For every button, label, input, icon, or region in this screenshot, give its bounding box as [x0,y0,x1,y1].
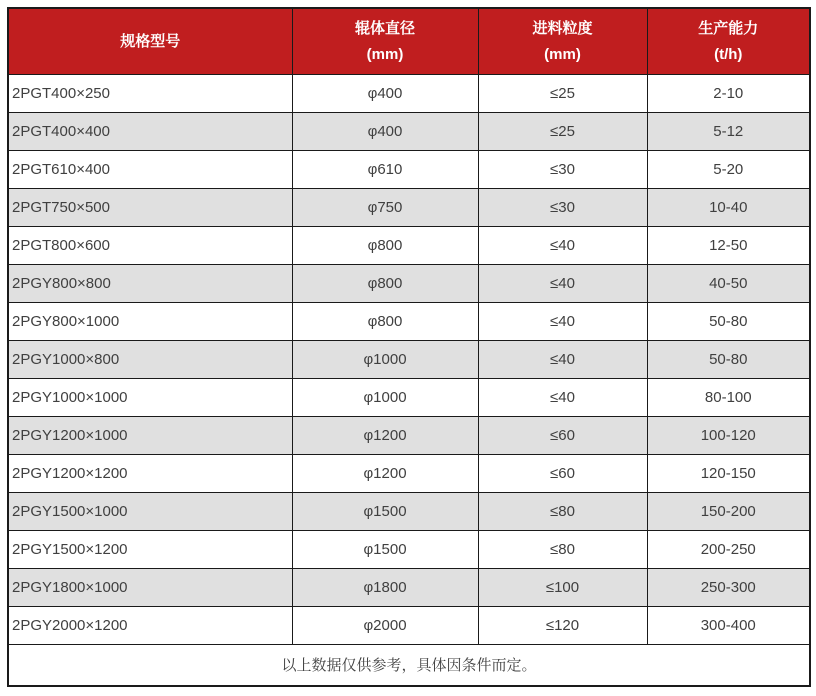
cell-value: ≤80 [478,530,647,568]
cell-model: 2PGY800×800 [8,264,292,302]
cell-value: ≤30 [478,188,647,226]
table-row [8,606,810,644]
cell-value: 250-300 [647,568,810,606]
cell-value: φ610 [292,150,478,188]
table-row [8,340,810,378]
cell-value: φ800 [292,302,478,340]
table-row [8,454,810,492]
table-row [8,492,810,530]
column-title: 辊体直径 [354,19,415,37]
column-header [292,8,478,74]
cell-value: 300-400 [647,606,810,644]
cell-model: 2PGY1200×1000 [8,416,292,454]
column-header [478,8,647,74]
cell-model: 2PGY2000×1200 [8,606,292,644]
column-title: 进料粒度 [532,19,593,37]
cell-value: φ400 [292,74,478,112]
column-title: 规格型号 [120,32,181,50]
table-row [8,112,810,150]
cell-value: 10-40 [647,188,810,226]
column-header [647,8,810,74]
cell-value: φ1500 [292,492,478,530]
cell-value: ≤60 [478,416,647,454]
column-unit: (mm) [366,45,404,63]
cell-value: ≤25 [478,112,647,150]
cell-value: φ1200 [292,454,478,492]
cell-value: 120-150 [647,454,810,492]
cell-value: 40-50 [647,264,810,302]
cell-model: 2PGY1200×1200 [8,454,292,492]
table-row [8,188,810,226]
table-row [8,416,810,454]
cell-value: 5-20 [647,150,810,188]
cell-model: 2PGY1000×800 [8,340,292,378]
cell-value: 100-120 [647,416,810,454]
cell-value: ≤40 [478,226,647,264]
cell-value: φ800 [292,264,478,302]
column-title: 生产能力 [698,19,759,37]
cell-value: ≤25 [478,74,647,112]
cell-value: φ1800 [292,568,478,606]
cell-value: ≤40 [478,378,647,416]
cell-model: 2PGY1500×1200 [8,530,292,568]
cell-value: 50-80 [647,302,810,340]
table-body [8,74,810,644]
cell-value: φ800 [292,226,478,264]
cell-value: φ2000 [292,606,478,644]
cell-value: φ1000 [292,378,478,416]
cell-model: 2PGT400×400 [8,112,292,150]
table-row [8,378,810,416]
table-row [8,150,810,188]
cell-model: 2PGY1000×1000 [8,378,292,416]
cell-value: ≤80 [478,492,647,530]
cell-value: φ1000 [292,340,478,378]
cell-value: ≤60 [478,454,647,492]
table-footnote: 以上数据仅供参考，具体因条件而定。 [8,644,810,686]
column-unit: (t/h) [714,45,743,63]
cell-model: 2PGY1500×1000 [8,492,292,530]
cell-value: ≤30 [478,150,647,188]
column-unit: (mm) [544,45,581,63]
cell-value: ≤40 [478,302,647,340]
cell-value: 150-200 [647,492,810,530]
cell-value: ≤120 [478,606,647,644]
cell-value: 200-250 [647,530,810,568]
specification-table [7,7,811,687]
cell-value: 5-12 [647,112,810,150]
cell-model: 2PGY800×1000 [8,302,292,340]
table-row [8,264,810,302]
cell-model: 2PGT800×600 [8,226,292,264]
header-row [8,8,810,74]
cell-model: 2PGT610×400 [8,150,292,188]
cell-model: 2PGT750×500 [8,188,292,226]
table-row [8,302,810,340]
cell-value: 80-100 [647,378,810,416]
column-header [8,8,292,74]
cell-value: ≤40 [478,340,647,378]
table-row [8,568,810,606]
footnote-row [8,644,810,686]
cell-value: ≤100 [478,568,647,606]
cell-value: φ750 [292,188,478,226]
cell-value: 50-80 [647,340,810,378]
cell-value: ≤40 [478,264,647,302]
cell-model: 2PGY1800×1000 [8,568,292,606]
table-row [8,226,810,264]
table-row [8,74,810,112]
cell-value: 2-10 [647,74,810,112]
cell-value: φ400 [292,112,478,150]
cell-value: φ1200 [292,416,478,454]
cell-model: 2PGT400×250 [8,74,292,112]
table-row [8,530,810,568]
cell-value: φ1500 [292,530,478,568]
cell-value: 12-50 [647,226,810,264]
